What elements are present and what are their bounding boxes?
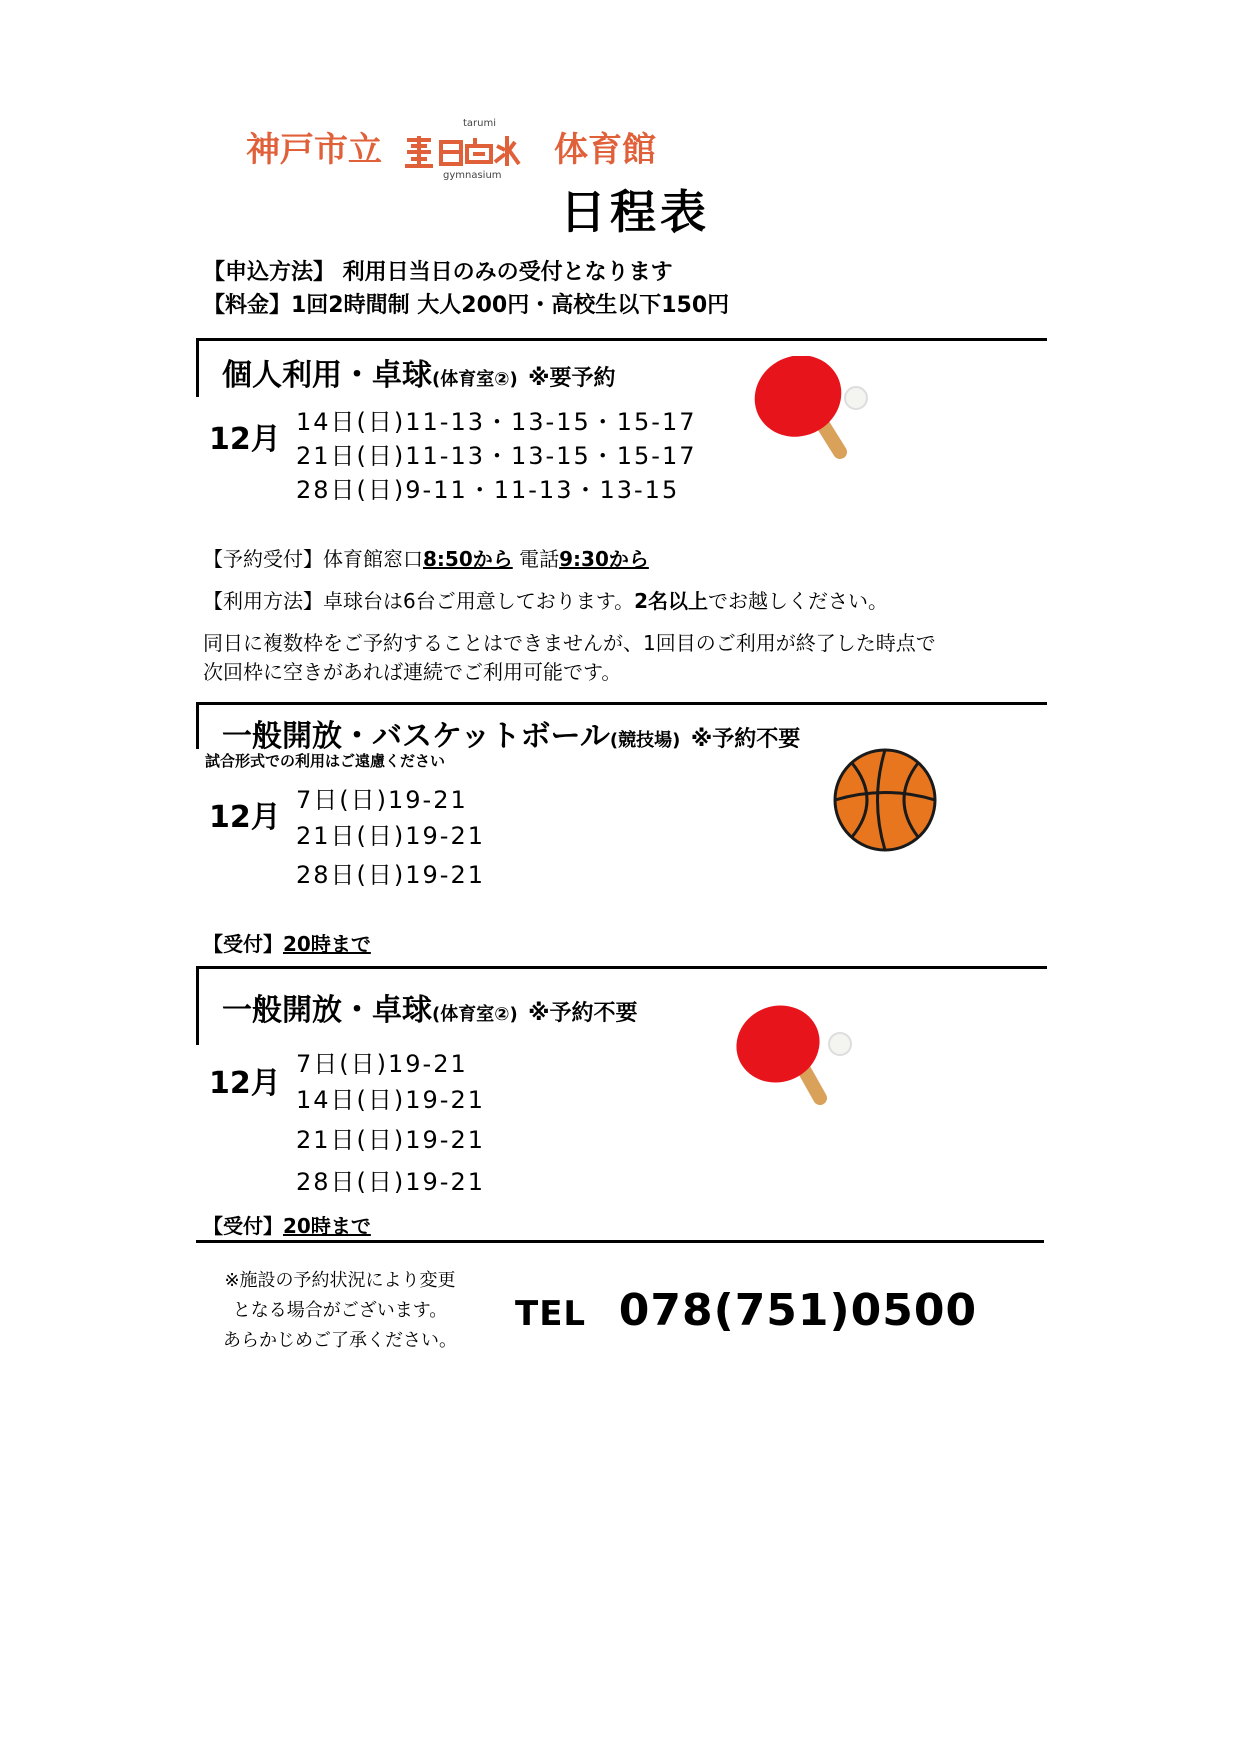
logo-mark-top: tarumi <box>463 118 497 129</box>
footer-note <box>205 1266 475 1356</box>
section3-accept <box>203 1210 371 1239</box>
section1-title <box>222 350 616 394</box>
section2-note: ※予約不要 <box>690 727 801 752</box>
section3-place: (体育室②) <box>432 1004 518 1025</box>
ping-pong-paddle-icon-2 <box>732 1000 872 1112</box>
section1-title-text: 個人利用・卓球 <box>222 358 432 393</box>
reserve-tel-label: 電話 <box>512 547 560 571</box>
section2-place: (競技場) <box>609 730 681 751</box>
section2-accept-time: 20時まで <box>283 932 371 956</box>
section3-date-3: 21日(日)19-21 <box>296 1126 486 1154</box>
section3-date-2: 14日(日)19-21 <box>296 1086 486 1114</box>
tel-label: TEL <box>515 1294 587 1334</box>
logo-gym-text: 体育館 <box>554 130 656 170</box>
logo-mark-bottom: gymnasium <box>443 170 502 181</box>
page-title: 日程表 <box>560 185 710 239</box>
ping-pong-paddle-icon <box>748 356 888 466</box>
usage-text-1: 同日に複数枠をご予約することはできませんが、1回目のご利用が終了した時点で <box>203 631 936 655</box>
reserve-label: 【予約受付】体育館窓口 <box>203 547 423 571</box>
section3-date-1: 7日(日)19-21 <box>296 1050 468 1078</box>
section3-accept-label: 【受付】 <box>203 1214 283 1238</box>
section2-accept-label: 【受付】 <box>203 932 283 956</box>
section3-accept-time: 20時まで <box>283 1214 371 1238</box>
section1-date-3: 28日(日)9-11・11-13・13-15 <box>296 476 680 504</box>
tel-number: 078(751)0500 <box>618 1285 978 1336</box>
section3-note: ※予約不要 <box>528 1001 638 1026</box>
section1-month: 12月 <box>209 422 281 457</box>
footer-note-2: となる場合がございます。 <box>232 1300 448 1321</box>
section2-accept <box>203 928 371 957</box>
section1-date-1: 14日(日)11-13・13-15・15-17 <box>296 408 697 436</box>
section1-date-2: 21日(日)11-13・13-15・15-17 <box>296 442 697 470</box>
logo-city-text: 神戸市立 <box>246 130 382 170</box>
reserve-time-tel: 9:30から <box>559 547 649 571</box>
logo-mark-icon <box>401 132 531 172</box>
section2-date-2: 21日(日)19-21 <box>296 822 486 850</box>
section2-title-text: 一般開放・バスケットボール <box>222 719 610 754</box>
section1-place: (体育室②) <box>432 369 518 390</box>
fee-info: 【料金】1回2時間制 大人200円・高校生以下150円 <box>203 293 730 318</box>
section3-month: 12月 <box>209 1066 281 1101</box>
usage-end: でお越しください。 <box>708 589 889 613</box>
section2-date-1: 7日(日)19-21 <box>296 786 468 814</box>
section3-date-4: 28日(日)19-21 <box>296 1168 486 1196</box>
footer-note-1: ※施設の予約状況により変更 <box>224 1270 456 1291</box>
usage-info <box>203 585 888 614</box>
section3-title <box>222 985 638 1029</box>
section1-note: ※要予約 <box>528 366 616 391</box>
usage-label: 【利用方法】卓球台は6台ご用意しております。 <box>203 589 635 613</box>
apply-method: 【申込方法】 利用日当日のみの受付となります <box>203 260 673 285</box>
footer-note-3: あらかじめご了承ください。 <box>223 1330 457 1351</box>
telephone <box>515 1285 977 1336</box>
usage-bold: 2名以上 <box>634 589 709 613</box>
reserve-time-window: 8:50から <box>423 547 513 571</box>
section2-month: 12月 <box>209 800 281 835</box>
basketball-icon <box>830 745 940 855</box>
section2-title <box>222 711 800 755</box>
section2-subnote: 試合形式での利用はご遠慮ください <box>205 752 446 770</box>
reserve-info <box>203 543 649 572</box>
footer-divider <box>196 1240 1044 1243</box>
logo-mark <box>401 118 561 182</box>
usage-text-2: 次回枠に空きがあれば連続でご利用可能です。 <box>203 660 622 684</box>
section3-title-text: 一般開放・卓球 <box>222 993 432 1028</box>
section2-date-3: 28日(日)19-21 <box>296 861 486 889</box>
